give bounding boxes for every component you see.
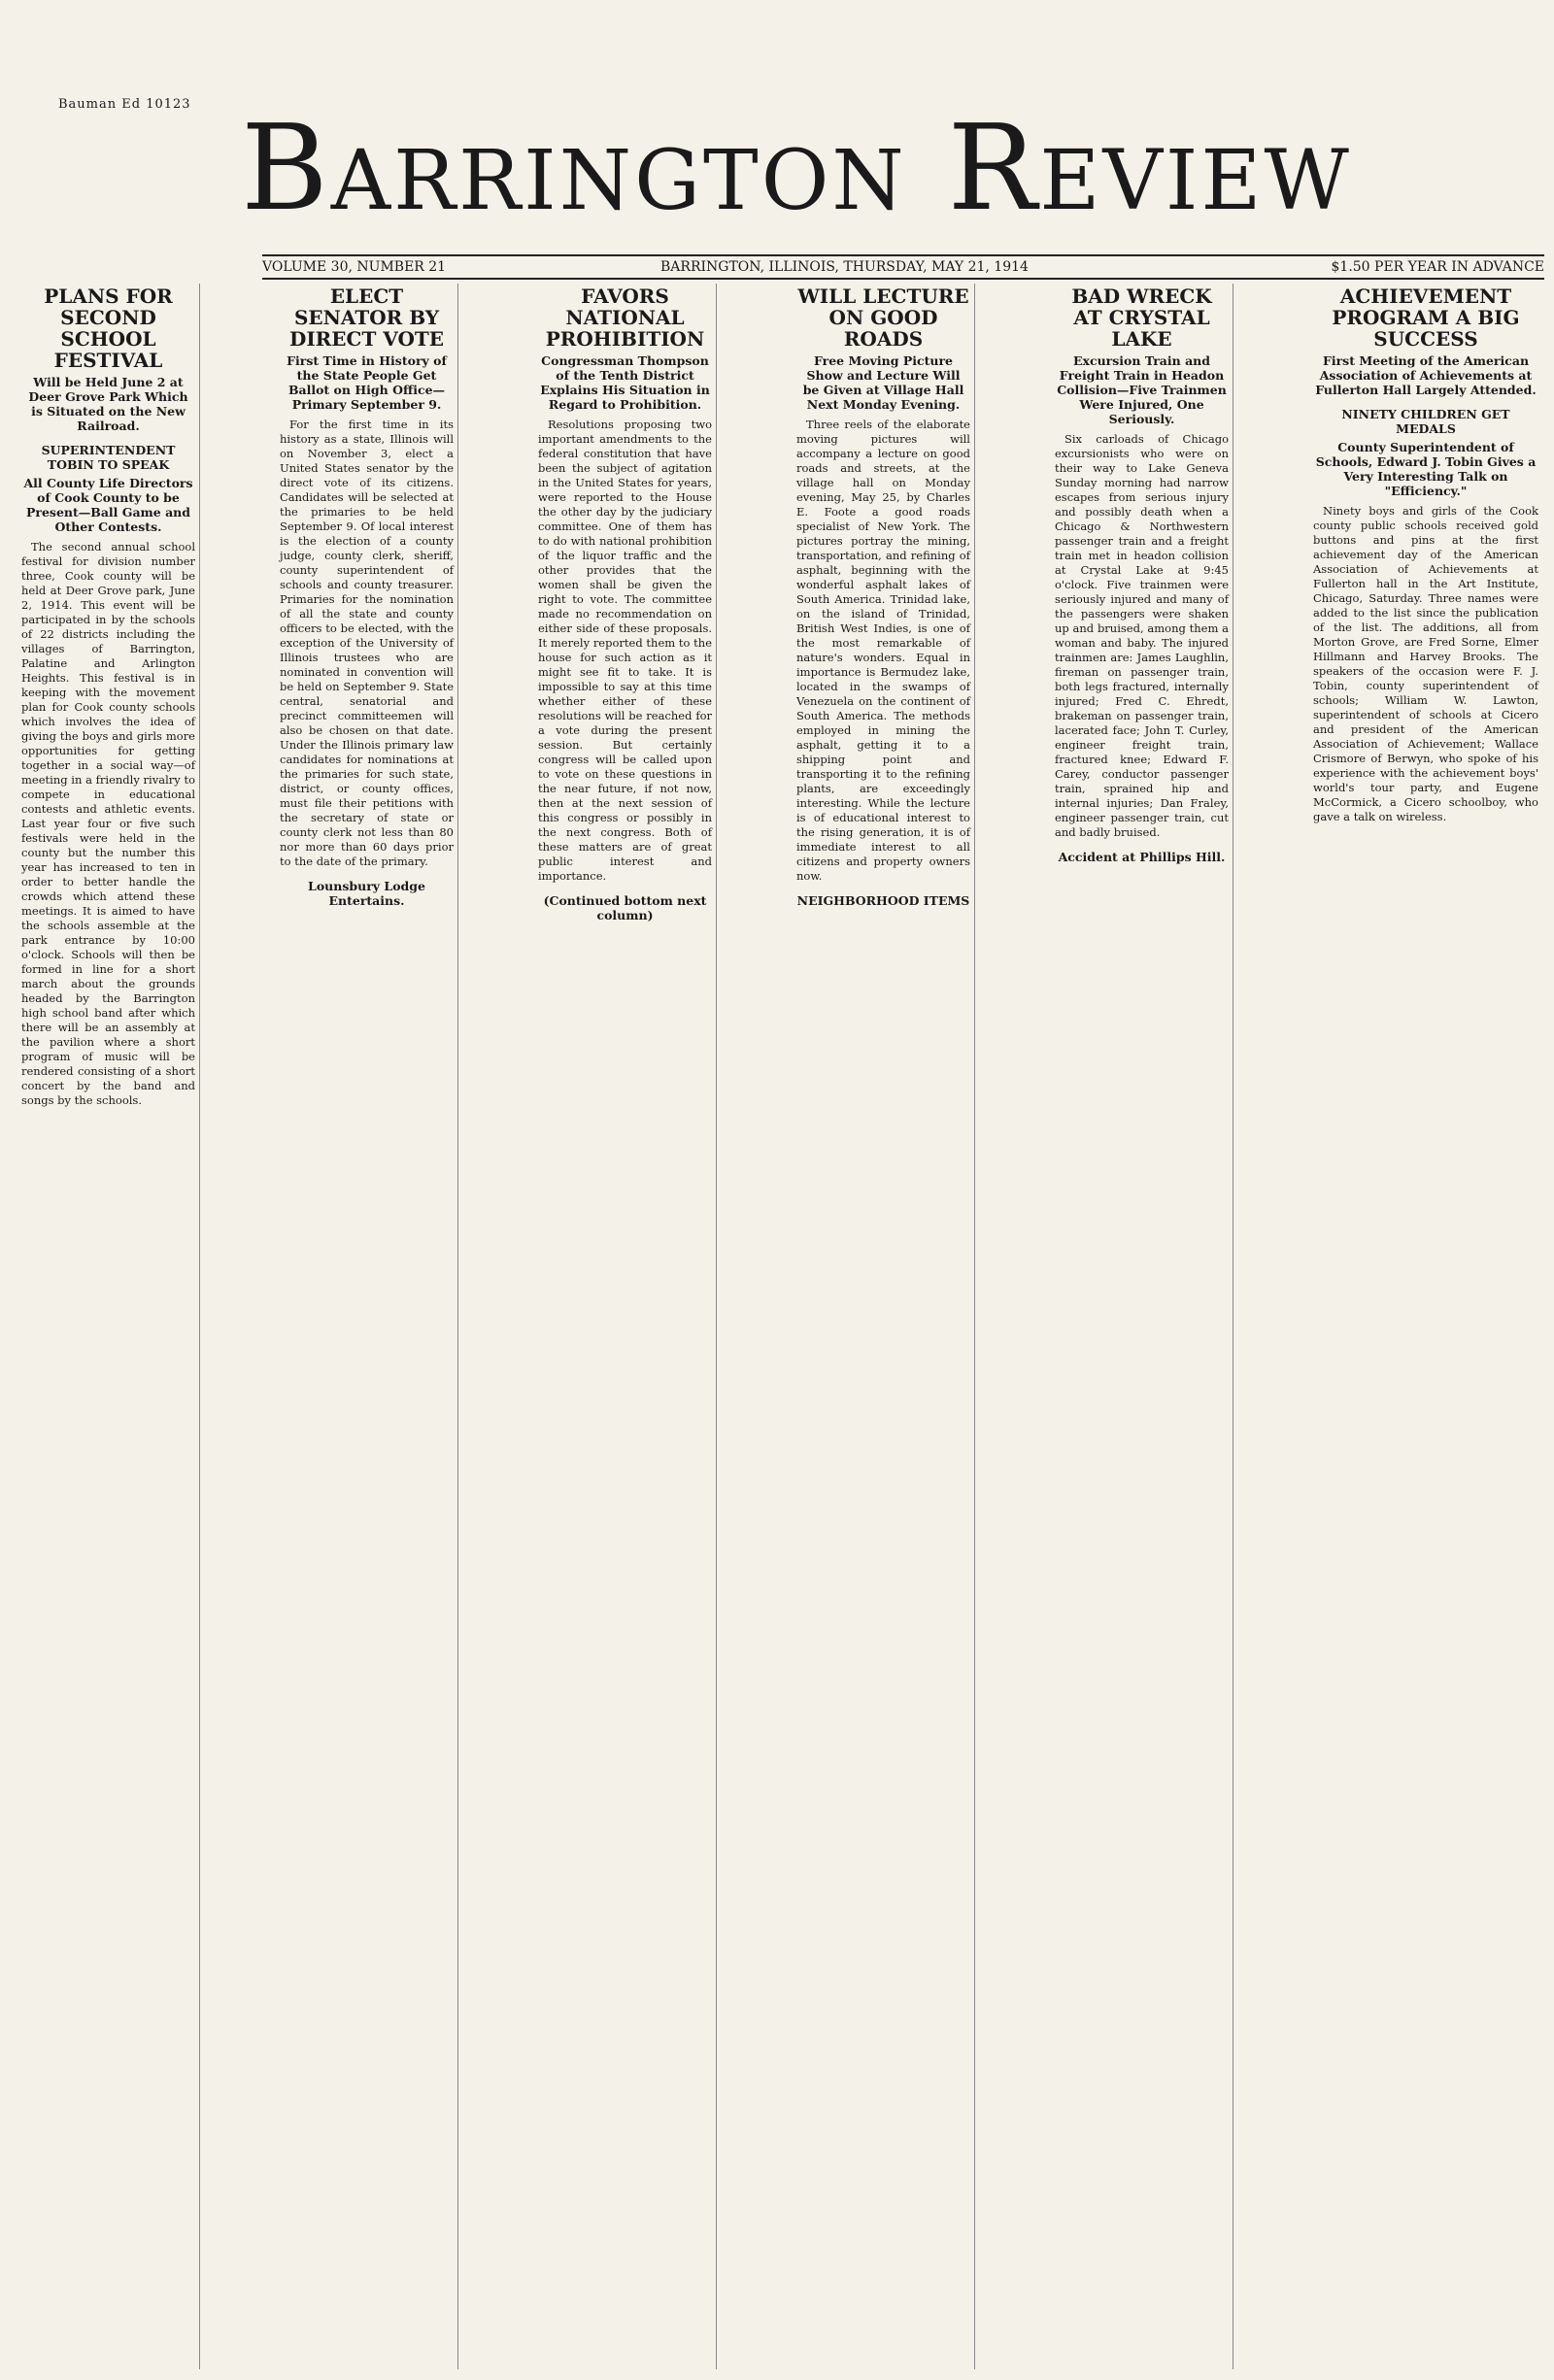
headline: ELECT SENATOR BY DIRECT VOTE (288, 285, 445, 351)
article-body: For the first time in its history as a state, Illinois will on November 3, elect a United States senator by the direct vote of its citizens. Candidates will be selected at the primaries to be held September 9. Of local interest is the election of a county judge, county clerk, sheriff, county superintendent of schools and county treasurer. Primaries for the nomination of all the state and county officers to be elected, with the exception of the University of Illinois trustees who are nominated in convention will be held on September 9. State central, senatorial and precinct committeemen will also be chosen on that date. Under the Illinois primary law candidates for nominations at the primaries for such state, district, or county offices, must file their petitions with the secretary of state or county clerk not less than 80 nor more than 60 days prior to the date of the primary. (280, 418, 454, 868)
article-body: Six carloads of Chicago excursionists who were on their way to Lake Geneva Sunday morning had narrow escapes from serious injury and possibly death when a Chicago & Northwestern passenger train and a freight train met in headon collision at Crystal Lake at 9:45 o'clock. Five trainmen were seriously injured and many of the passengers were shaken up and bruised, among them a woman and baby. The injured trainmen are: James Laughlin, fireman on passenger train, both legs fractured, internally injured; Fred C. Ehredt, brakeman on passenger train, lacerated face; John T. Curley, engineer freight train, fractured knee; Edward F. Carey, conductor passenger train, sprained hip and internal injuries; Dan Fraley, engineer passenger train, cut and badly bruised. (1055, 432, 1229, 839)
article-body: Ninety boys and girls of the Cook county public schools received gold buttons and pins at the first achievement day of the American Association of Achievements at Fullerton hall in the Art Institute, Chicago, Saturday. Three names were added to the list since the publication of the list. The additions, all from Morton Grove, are Fred Sorne, Elmer Hillmann and Harvey Brooks. The speakers of the occasion were F. J. Tobin, county superintendent of schools; William W. Lawton, superintendent of schools at Cicero and president of the American Association of Achievement; Wallace Crismore of Berwyn, who spoke of his experience with the achievement boys' world's tour party, and Eugene McCormick, a Cicero schoolboy, who gave a talk on wireless. (1313, 504, 1538, 823)
subscription-price: $1.50 PER YEAR IN ADVANCE (1331, 259, 1544, 275)
subheadline: NINETY CHILDREN GET MEDALS (1341, 407, 1510, 436)
headline: BAD WRECK AT CRYSTAL LAKE (1071, 285, 1212, 351)
dateline-bar (262, 254, 1544, 280)
headline: ACHIEVEMENT PROGRAM A BIG SUCCESS (1332, 285, 1520, 351)
article-body: Resolutions proposing two important amendments to the federal constitution that have been the subject of agitation in the United States for years, were reported to the House the other day by the judiciary committee. One of them has to do with national prohibition of the liquor traffic and the other provides that the women shall be given the right to vote. The committee made no recommendation on either side of these proposals. It merely reported them to the house for such action as it might see fit to take. It is impossible to say at this time whether either of these resolutions will be reached for a vote during the present session. But certainly congress will be called upon to vote on these questions in the near future, if not now, then at the next session of this congress or possibly in the next congress. Both of these matters are of great public interest and importance. (538, 418, 712, 883)
subheadline: Lounsbury Lodge Entertains. (308, 879, 425, 908)
deck: First Meeting of the American Association of Achievements at Fullerton Hall Largely Attended. (1315, 353, 1537, 397)
article-column (534, 284, 717, 2369)
article-body: Three reels of the elaborate moving pictures will accompany a lecture on good roads and streets, at the village hall on Monday evening, May 25, by Charles E. Foote a good roads specialist of New York. The pictures portray the mining, transportation, and refining of asphalt, beginning with the wonderful asphalt lakes of South America. Trinidad lake, on the island of Trinidad, British West Indies, is one of the most remarkable of nature's wonders. Equal in importance is Bermudez lake, located in the swamps of Venezuela on the continent of South America. The methods employed in mining the asphalt, getting it to a shipping point and transporting it to the refining plants, are exceedingly interesting. While the lecture is of educational interest to the rising generation, it is of immediate interest to all citizens and property owners now. (796, 418, 970, 883)
article-column (793, 284, 975, 2369)
volume-number: VOLUME 30, NUMBER 21 (262, 259, 447, 275)
deck: Excursion Train and Freight Train in Headon Collision—Five Trainmen Were Injured, One Seriously. (1057, 353, 1227, 426)
archive-stamp: Bauman Ed 10123 (58, 97, 191, 112)
headline: FAVORS NATIONAL PROHIBITION (545, 285, 705, 351)
place-date: BARRINGTON, ILLINOIS, THURSDAY, MAY 21, 1914 (660, 259, 1029, 275)
subheadline: Accident at Phillips Hill. (1058, 850, 1226, 864)
deck: Free Moving Picture Show and Lecture Will be Given at Village Hall Next Monday Evening. (802, 353, 964, 412)
headline: WILL LECTURE ON GOOD ROADS (797, 285, 969, 351)
article-column (1051, 284, 1233, 2369)
headline: PLANS FOR SECOND SCHOOL FESTIVAL (44, 285, 173, 372)
subdeck: County Superintendent of Schools, Edward J. Tobin Gives a Very Interesting Talk on "Efficiency." (1315, 440, 1537, 498)
article-column (1309, 284, 1542, 2369)
article-body: The second annual school festival for division number three, Cook county will be held at Deer Grove park, June 2, 1914. This event will be participated in by the schools of 22 districts including the villages of Barrington, Palatine and Arlington Heights. This festival is in keeping with the movement plan for Cook county schools which involves the idea of giving the boys and girls more opportunities for getting together in a social way—of meeting in a friendly rivalry to compete in educational contests and athletic events. Last year four or five such festivals were held in the county but the number this year has increased to ten in order to better handle the crowds which attend these meetings. It is aimed to have the schools assemble at the park entrance by 10:00 o'clock. Schools will then be formed in line for a short march about the grounds headed by the Barrington high school band after which there will be an assembly at the pavilion where a short program of music will be rendered consisting of a short concert by the band and songs by the schools. (21, 540, 195, 1107)
continued-note: (Continued bottom next column) (543, 893, 707, 922)
subdeck: All County Life Directors of Cook County to be Present—Ball Game and Other Contests. (23, 476, 193, 534)
subheadline: SUPERINTENDENT TOBIN TO SPEAK (41, 443, 176, 472)
subheadline: NEIGHBORHOOD ITEMS (796, 893, 970, 908)
deck: First Time in History of the State People Get Ballot on High Office—Primary September 9. (287, 353, 447, 412)
article-column (276, 284, 458, 2369)
article-column (17, 284, 200, 2369)
deck: Congressman Thompson of the Tenth District Explains His Situation in Regard to Prohibition. (540, 353, 710, 412)
newspaper-title: Barrington Review (241, 99, 1352, 237)
deck: Will be Held June 2 at Deer Grove Park Which is Situated on the New Railroad. (28, 375, 188, 433)
